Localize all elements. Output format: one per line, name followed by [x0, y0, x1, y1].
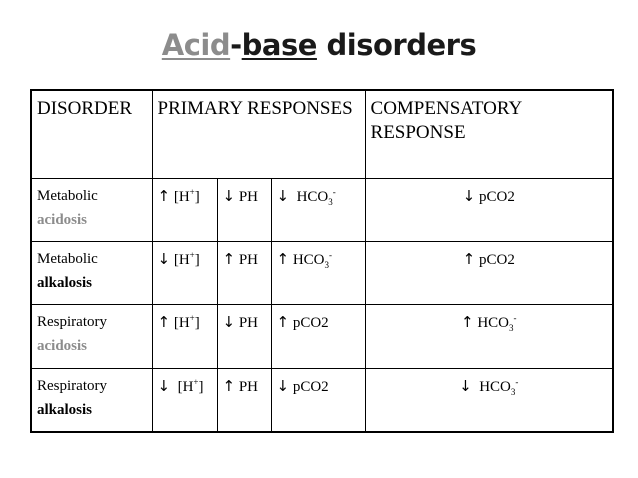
title-dash: - [230, 28, 242, 62]
disorder-cell [31, 178, 152, 241]
arrow-icon: ↓ [462, 186, 476, 205]
header-primary: PRIMARY RESPONSES [152, 90, 365, 178]
disorder-cell [31, 305, 152, 368]
arrow-icon: ↑ [461, 313, 474, 332]
table-row [31, 368, 613, 432]
arrow-icon: ↑ [276, 313, 290, 332]
h-cell: ↑ [H+] [152, 178, 217, 241]
title-base: base [241, 28, 317, 62]
h-cell: ↓ [H+] [152, 368, 217, 432]
compensatory-cell: ↑ pCO2 [365, 241, 613, 304]
bicarb-cell: ↑ $HCO_3^-$ [271, 241, 365, 304]
acid-base-table [30, 89, 614, 433]
bicarb-cell: ↓ $HCO_3^-$ [271, 178, 365, 241]
ph-cell: ↑ PH [217, 368, 271, 432]
disorder-type: Metabolic [37, 187, 98, 204]
arrow-icon: ↑ [157, 186, 171, 205]
arrow-icon: ↑ [157, 313, 171, 332]
arrow-icon: ↑ [222, 249, 236, 268]
title-acid: Acid [161, 28, 231, 62]
h-cell: ↑ [H+] [152, 305, 217, 368]
disorder-kind: alkalosis [37, 401, 93, 418]
disorder-type: Metabolic [37, 250, 98, 267]
table-row [31, 305, 613, 368]
arrow-icon: ↑ [222, 376, 236, 395]
ph-cell: ↓ PH [217, 178, 271, 241]
arrow-icon: ↓ [157, 376, 171, 395]
header-disorder: DISORDER [31, 90, 152, 178]
ph-cell: ↑ PH [217, 241, 271, 304]
disorder-kind: acidosis [37, 338, 88, 355]
arrow-icon: ↓ [276, 376, 290, 395]
header-compensatory: COMPENSATORY RESPONSE [365, 90, 613, 178]
arrow-icon: ↓ [157, 249, 171, 268]
compensatory-cell: ↓ $HCO_3^-$ [365, 368, 613, 432]
arrow-icon: ↑ [276, 249, 290, 268]
table-row [31, 178, 613, 241]
title-disorders: disorders [316, 28, 477, 62]
h-cell: ↓ [H+] [152, 241, 217, 304]
disorder-cell [31, 241, 152, 304]
pco2-cell: ↓ pCO2 [271, 368, 365, 432]
ph-cell: ↓ PH [217, 305, 271, 368]
page-title [0, 28, 638, 62]
disorder-cell [31, 368, 152, 432]
arrow-icon: ↑ [462, 249, 476, 268]
disorder-type: Respiratory [37, 314, 107, 331]
arrow-icon: ↓ [459, 376, 472, 395]
disorder-type: Respiratory [37, 377, 107, 394]
table-row [31, 241, 613, 304]
compensatory-cell: ↑ $HCO_3^-$ [365, 305, 613, 368]
compensatory-cell: ↓ pCO2 [365, 178, 613, 241]
pco2-cell: ↑ pCO2 [271, 305, 365, 368]
disorder-kind: acidosis [37, 211, 88, 228]
arrow-icon: ↓ [222, 186, 236, 205]
header-row [31, 90, 613, 178]
disorder-kind: alkalosis [37, 274, 93, 291]
arrow-icon: ↓ [222, 313, 236, 332]
arrow-icon: ↓ [276, 186, 290, 205]
